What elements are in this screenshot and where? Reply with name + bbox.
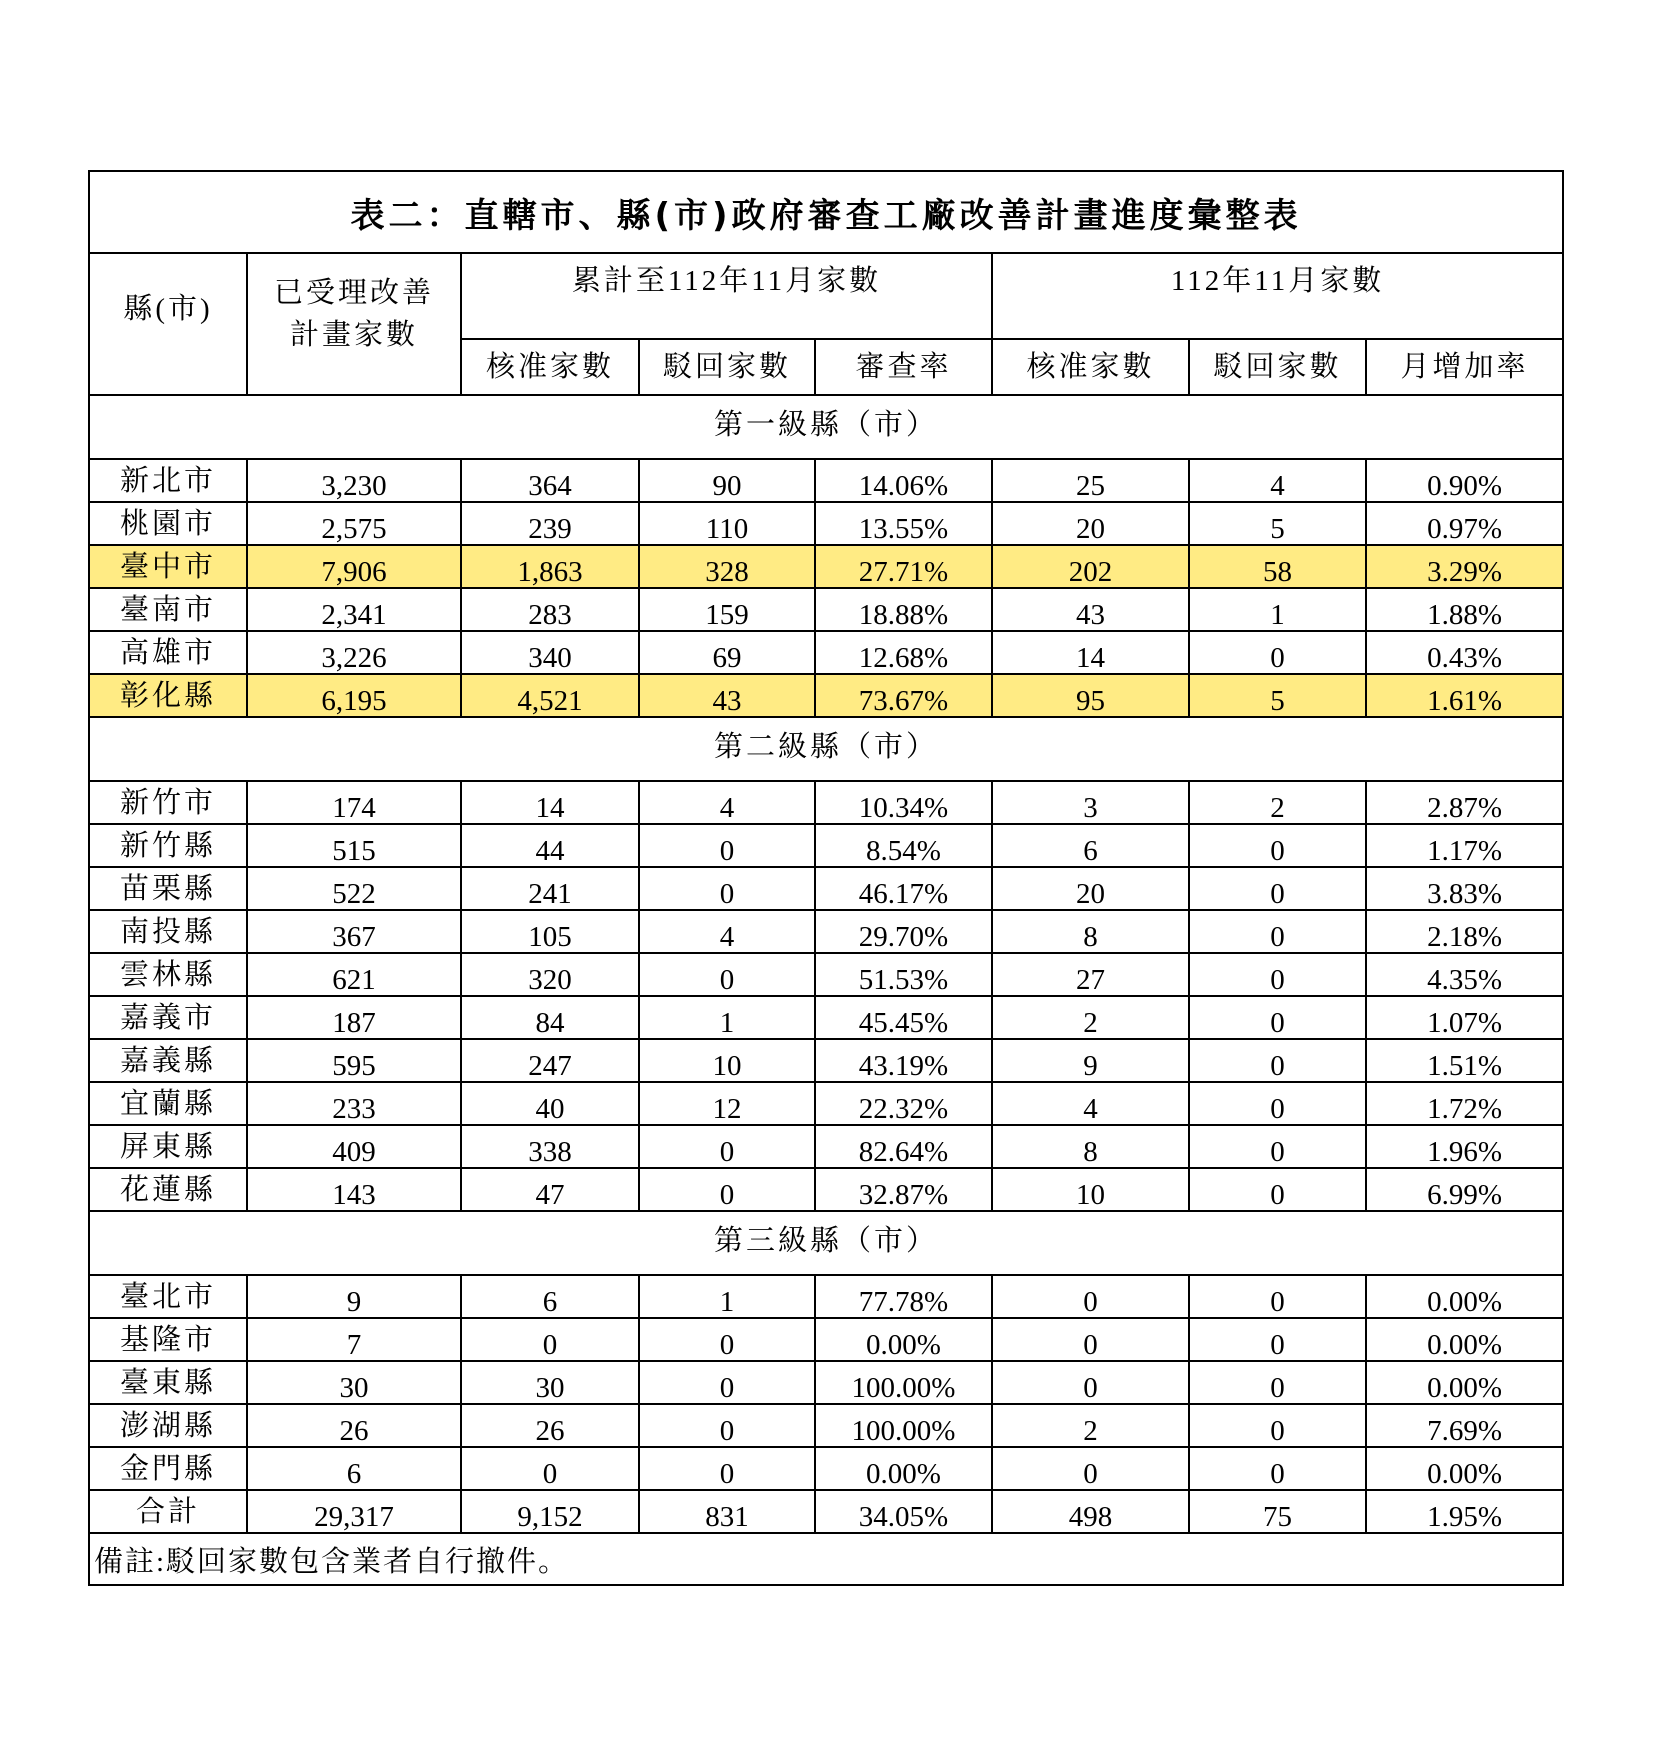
mon-approved-cell: 0 [992, 1275, 1189, 1318]
mon-rejected-cell: 0 [1189, 1275, 1366, 1318]
mon-approved-cell: 0 [992, 1361, 1189, 1404]
mon-rate-cell: 1.72% [1366, 1082, 1563, 1125]
cum-rejected-cell: 0 [639, 1168, 815, 1211]
mon-rate-cell: 1.96% [1366, 1125, 1563, 1168]
month-group-header: 112年11月家數 [992, 253, 1563, 339]
table-row [89, 631, 1563, 674]
mon-approved-cell: 8 [992, 1125, 1189, 1168]
cum-rate-cell: 0.00% [815, 1318, 992, 1361]
county-cell: 新竹市 [89, 781, 247, 824]
accepted-cell: 2,575 [247, 502, 461, 545]
section-row [89, 1211, 1563, 1275]
mon-rate-cell: 4.35% [1366, 953, 1563, 996]
cum-approved-cell: 247 [461, 1039, 639, 1082]
section-label: 第二級縣（市） [89, 717, 1563, 781]
cum-rejected-cell: 110 [639, 502, 815, 545]
mon-rate-cell: 1.95% [1366, 1490, 1563, 1533]
mon-rejected-cell: 4 [1189, 459, 1366, 502]
cumulative-group-header: 累計至112年11月家數 [461, 253, 992, 339]
cum-rate-cell: 51.53% [815, 953, 992, 996]
col-mon-approved-header: 核准家數 [992, 339, 1189, 395]
accepted-cell: 187 [247, 996, 461, 1039]
cum-approved-cell: 105 [461, 910, 639, 953]
accepted-cell: 409 [247, 1125, 461, 1168]
cum-rate-cell: 100.00% [815, 1361, 992, 1404]
cum-rejected-cell: 12 [639, 1082, 815, 1125]
col-mon-rejected-header: 駁回家數 [1189, 339, 1366, 395]
col-county-header: 縣(市) [89, 253, 247, 395]
table-row [89, 824, 1563, 867]
mon-rate-cell: 3.83% [1366, 867, 1563, 910]
county-cell: 高雄市 [89, 631, 247, 674]
county-cell: 臺南市 [89, 588, 247, 631]
accepted-cell: 3,226 [247, 631, 461, 674]
cum-rate-cell: 13.55% [815, 502, 992, 545]
mon-approved-cell: 25 [992, 459, 1189, 502]
cum-approved-cell: 338 [461, 1125, 639, 1168]
mon-rate-cell: 0.00% [1366, 1361, 1563, 1404]
accepted-cell: 621 [247, 953, 461, 996]
mon-rate-cell: 1.07% [1366, 996, 1563, 1039]
mon-rate-cell: 1.17% [1366, 824, 1563, 867]
mon-rate-cell: 1.61% [1366, 674, 1563, 717]
table-row [89, 502, 1563, 545]
table-row [89, 588, 1563, 631]
accepted-cell: 7 [247, 1318, 461, 1361]
accepted-cell: 26 [247, 1404, 461, 1447]
mon-rejected-cell: 0 [1189, 631, 1366, 674]
col-cum-rate-header: 審查率 [815, 339, 992, 395]
mon-rejected-cell: 0 [1189, 1168, 1366, 1211]
mon-approved-cell: 2 [992, 1404, 1189, 1447]
accepted-cell: 30 [247, 1361, 461, 1404]
mon-approved-cell: 43 [992, 588, 1189, 631]
mon-rejected-cell: 0 [1189, 996, 1366, 1039]
mon-rate-cell: 3.29% [1366, 545, 1563, 588]
mon-approved-cell: 9 [992, 1039, 1189, 1082]
table-row [89, 996, 1563, 1039]
mon-rejected-cell: 2 [1189, 781, 1366, 824]
cum-rejected-cell: 4 [639, 781, 815, 824]
col-accepted-header: 已受理改善計畫家數 [247, 253, 461, 395]
cum-approved-cell: 283 [461, 588, 639, 631]
accepted-cell: 6,195 [247, 674, 461, 717]
mon-approved-cell: 95 [992, 674, 1189, 717]
table-row [89, 953, 1563, 996]
section-row [89, 395, 1563, 459]
cum-rejected-cell: 159 [639, 588, 815, 631]
mon-approved-cell: 8 [992, 910, 1189, 953]
table-note: 備註:駁回家數包含業者自行撤件。 [89, 1533, 1563, 1585]
mon-rate-cell: 0.97% [1366, 502, 1563, 545]
cum-rate-cell: 10.34% [815, 781, 992, 824]
cum-approved-cell: 4,521 [461, 674, 639, 717]
mon-rejected-cell: 75 [1189, 1490, 1366, 1533]
cum-rejected-cell: 0 [639, 1125, 815, 1168]
cum-rate-cell: 22.32% [815, 1082, 992, 1125]
col-mon-rate-header: 月增加率 [1366, 339, 1563, 395]
cum-approved-cell: 340 [461, 631, 639, 674]
mon-rate-cell: 0.00% [1366, 1447, 1563, 1490]
cum-rate-cell: 82.64% [815, 1125, 992, 1168]
cum-approved-cell: 1,863 [461, 545, 639, 588]
accepted-cell: 595 [247, 1039, 461, 1082]
cum-rate-cell: 77.78% [815, 1275, 992, 1318]
table-row [89, 1082, 1563, 1125]
county-cell: 屏東縣 [89, 1125, 247, 1168]
cum-rejected-cell: 69 [639, 631, 815, 674]
mon-approved-cell: 4 [992, 1082, 1189, 1125]
mon-rate-cell: 0.43% [1366, 631, 1563, 674]
county-cell: 南投縣 [89, 910, 247, 953]
county-cell: 基隆市 [89, 1318, 247, 1361]
table-row [89, 867, 1563, 910]
total-row [89, 1490, 1563, 1533]
accepted-cell: 3,230 [247, 459, 461, 502]
county-cell: 臺東縣 [89, 1361, 247, 1404]
table-row [89, 910, 1563, 953]
cum-approved-cell: 30 [461, 1361, 639, 1404]
mon-approved-cell: 3 [992, 781, 1189, 824]
cum-approved-cell: 40 [461, 1082, 639, 1125]
accepted-cell: 515 [247, 824, 461, 867]
mon-rejected-cell: 0 [1189, 953, 1366, 996]
county-cell: 雲林縣 [89, 953, 247, 996]
cum-approved-cell: 9,152 [461, 1490, 639, 1533]
table-row [89, 1125, 1563, 1168]
table-row [89, 1361, 1563, 1404]
cum-approved-cell: 6 [461, 1275, 639, 1318]
mon-rejected-cell: 0 [1189, 910, 1366, 953]
cum-approved-cell: 47 [461, 1168, 639, 1211]
accepted-cell: 367 [247, 910, 461, 953]
table-row [89, 459, 1563, 502]
cum-approved-cell: 0 [461, 1447, 639, 1490]
table-row [89, 545, 1563, 588]
table-row [89, 1275, 1563, 1318]
cum-approved-cell: 84 [461, 996, 639, 1039]
accepted-cell: 143 [247, 1168, 461, 1211]
cum-approved-cell: 320 [461, 953, 639, 996]
mon-rejected-cell: 0 [1189, 1447, 1366, 1490]
table-row [89, 1447, 1563, 1490]
cum-rejected-cell: 0 [639, 1404, 815, 1447]
county-cell: 嘉義市 [89, 996, 247, 1039]
mon-rejected-cell: 0 [1189, 1082, 1366, 1125]
table-row [89, 1404, 1563, 1447]
county-cell: 金門縣 [89, 1447, 247, 1490]
accepted-cell: 6 [247, 1447, 461, 1490]
county-cell: 新北市 [89, 459, 247, 502]
mon-rejected-cell: 0 [1189, 1125, 1366, 1168]
cum-rate-cell: 45.45% [815, 996, 992, 1039]
cum-rate-cell: 43.19% [815, 1039, 992, 1082]
mon-rejected-cell: 0 [1189, 1039, 1366, 1082]
table-row [89, 1318, 1563, 1361]
cum-rejected-cell: 831 [639, 1490, 815, 1533]
cum-rejected-cell: 0 [639, 867, 815, 910]
mon-approved-cell: 14 [992, 631, 1189, 674]
county-cell: 合計 [89, 1490, 247, 1533]
table-row [89, 781, 1563, 824]
mon-rejected-cell: 5 [1189, 674, 1366, 717]
mon-approved-cell: 27 [992, 953, 1189, 996]
mon-rate-cell: 2.18% [1366, 910, 1563, 953]
accepted-cell: 2,341 [247, 588, 461, 631]
cum-approved-cell: 0 [461, 1318, 639, 1361]
cum-rate-cell: 29.70% [815, 910, 992, 953]
mon-rejected-cell: 58 [1189, 545, 1366, 588]
cum-rate-cell: 12.68% [815, 631, 992, 674]
mon-rejected-cell: 5 [1189, 502, 1366, 545]
cum-rejected-cell: 0 [639, 1318, 815, 1361]
section-row [89, 717, 1563, 781]
accepted-cell: 29,317 [247, 1490, 461, 1533]
cum-rate-cell: 27.71% [815, 545, 992, 588]
mon-rate-cell: 7.69% [1366, 1404, 1563, 1447]
mon-approved-cell: 0 [992, 1318, 1189, 1361]
cum-approved-cell: 44 [461, 824, 639, 867]
cum-rate-cell: 14.06% [815, 459, 992, 502]
cum-approved-cell: 241 [461, 867, 639, 910]
cum-rate-cell: 18.88% [815, 588, 992, 631]
cum-rejected-cell: 1 [639, 996, 815, 1039]
table-body [89, 395, 1563, 1533]
accepted-cell: 233 [247, 1082, 461, 1125]
county-cell: 桃園市 [89, 502, 247, 545]
mon-rejected-cell: 0 [1189, 1318, 1366, 1361]
table-title: 表二：直轄市、縣(市)政府審查工廠改善計畫進度彙整表 [89, 171, 1563, 253]
cum-rejected-cell: 0 [639, 953, 815, 996]
table-row [89, 1039, 1563, 1082]
cum-rejected-cell: 4 [639, 910, 815, 953]
cum-approved-cell: 14 [461, 781, 639, 824]
mon-approved-cell: 10 [992, 1168, 1189, 1211]
section-label: 第三級縣（市） [89, 1211, 1563, 1275]
cum-rate-cell: 34.05% [815, 1490, 992, 1533]
mon-approved-cell: 0 [992, 1447, 1189, 1490]
accepted-cell: 174 [247, 781, 461, 824]
section-label: 第一級縣（市） [89, 395, 1563, 459]
cum-rejected-cell: 90 [639, 459, 815, 502]
mon-rate-cell: 2.87% [1366, 781, 1563, 824]
cum-rejected-cell: 328 [639, 545, 815, 588]
mon-approved-cell: 498 [992, 1490, 1189, 1533]
progress-table [88, 170, 1564, 1586]
county-cell: 澎湖縣 [89, 1404, 247, 1447]
cum-rejected-cell: 10 [639, 1039, 815, 1082]
county-cell: 苗栗縣 [89, 867, 247, 910]
mon-rejected-cell: 1 [1189, 588, 1366, 631]
cum-approved-cell: 239 [461, 502, 639, 545]
cum-rejected-cell: 43 [639, 674, 815, 717]
mon-rejected-cell: 0 [1189, 1404, 1366, 1447]
cum-rate-cell: 8.54% [815, 824, 992, 867]
accepted-cell: 522 [247, 867, 461, 910]
mon-rate-cell: 0.00% [1366, 1275, 1563, 1318]
cum-rejected-cell: 0 [639, 1447, 815, 1490]
mon-approved-cell: 20 [992, 502, 1189, 545]
county-cell: 彰化縣 [89, 674, 247, 717]
accepted-cell: 7,906 [247, 545, 461, 588]
cum-rate-cell: 100.00% [815, 1404, 992, 1447]
mon-rate-cell: 0.00% [1366, 1318, 1563, 1361]
mon-rejected-cell: 0 [1189, 824, 1366, 867]
cum-approved-cell: 26 [461, 1404, 639, 1447]
cum-rejected-cell: 0 [639, 1361, 815, 1404]
col-cum-rejected-header: 駁回家數 [639, 339, 815, 395]
county-cell: 宜蘭縣 [89, 1082, 247, 1125]
mon-approved-cell: 2 [992, 996, 1189, 1039]
county-cell: 臺中市 [89, 545, 247, 588]
county-cell: 新竹縣 [89, 824, 247, 867]
county-cell: 臺北市 [89, 1275, 247, 1318]
cum-rejected-cell: 0 [639, 824, 815, 867]
mon-rate-cell: 0.90% [1366, 459, 1563, 502]
cum-rate-cell: 32.87% [815, 1168, 992, 1211]
table-row [89, 1168, 1563, 1211]
accepted-cell: 9 [247, 1275, 461, 1318]
cum-rate-cell: 0.00% [815, 1447, 992, 1490]
mon-rate-cell: 1.88% [1366, 588, 1563, 631]
mon-approved-cell: 202 [992, 545, 1189, 588]
cum-rate-cell: 46.17% [815, 867, 992, 910]
table-row [89, 674, 1563, 717]
mon-rejected-cell: 0 [1189, 1361, 1366, 1404]
mon-rejected-cell: 0 [1189, 867, 1366, 910]
mon-approved-cell: 6 [992, 824, 1189, 867]
cum-rate-cell: 73.67% [815, 674, 992, 717]
mon-rate-cell: 1.51% [1366, 1039, 1563, 1082]
mon-rate-cell: 6.99% [1366, 1168, 1563, 1211]
county-cell: 嘉義縣 [89, 1039, 247, 1082]
cum-approved-cell: 364 [461, 459, 639, 502]
cum-rejected-cell: 1 [639, 1275, 815, 1318]
county-cell: 花蓮縣 [89, 1168, 247, 1211]
mon-approved-cell: 20 [992, 867, 1189, 910]
col-cum-approved-header: 核准家數 [461, 339, 639, 395]
